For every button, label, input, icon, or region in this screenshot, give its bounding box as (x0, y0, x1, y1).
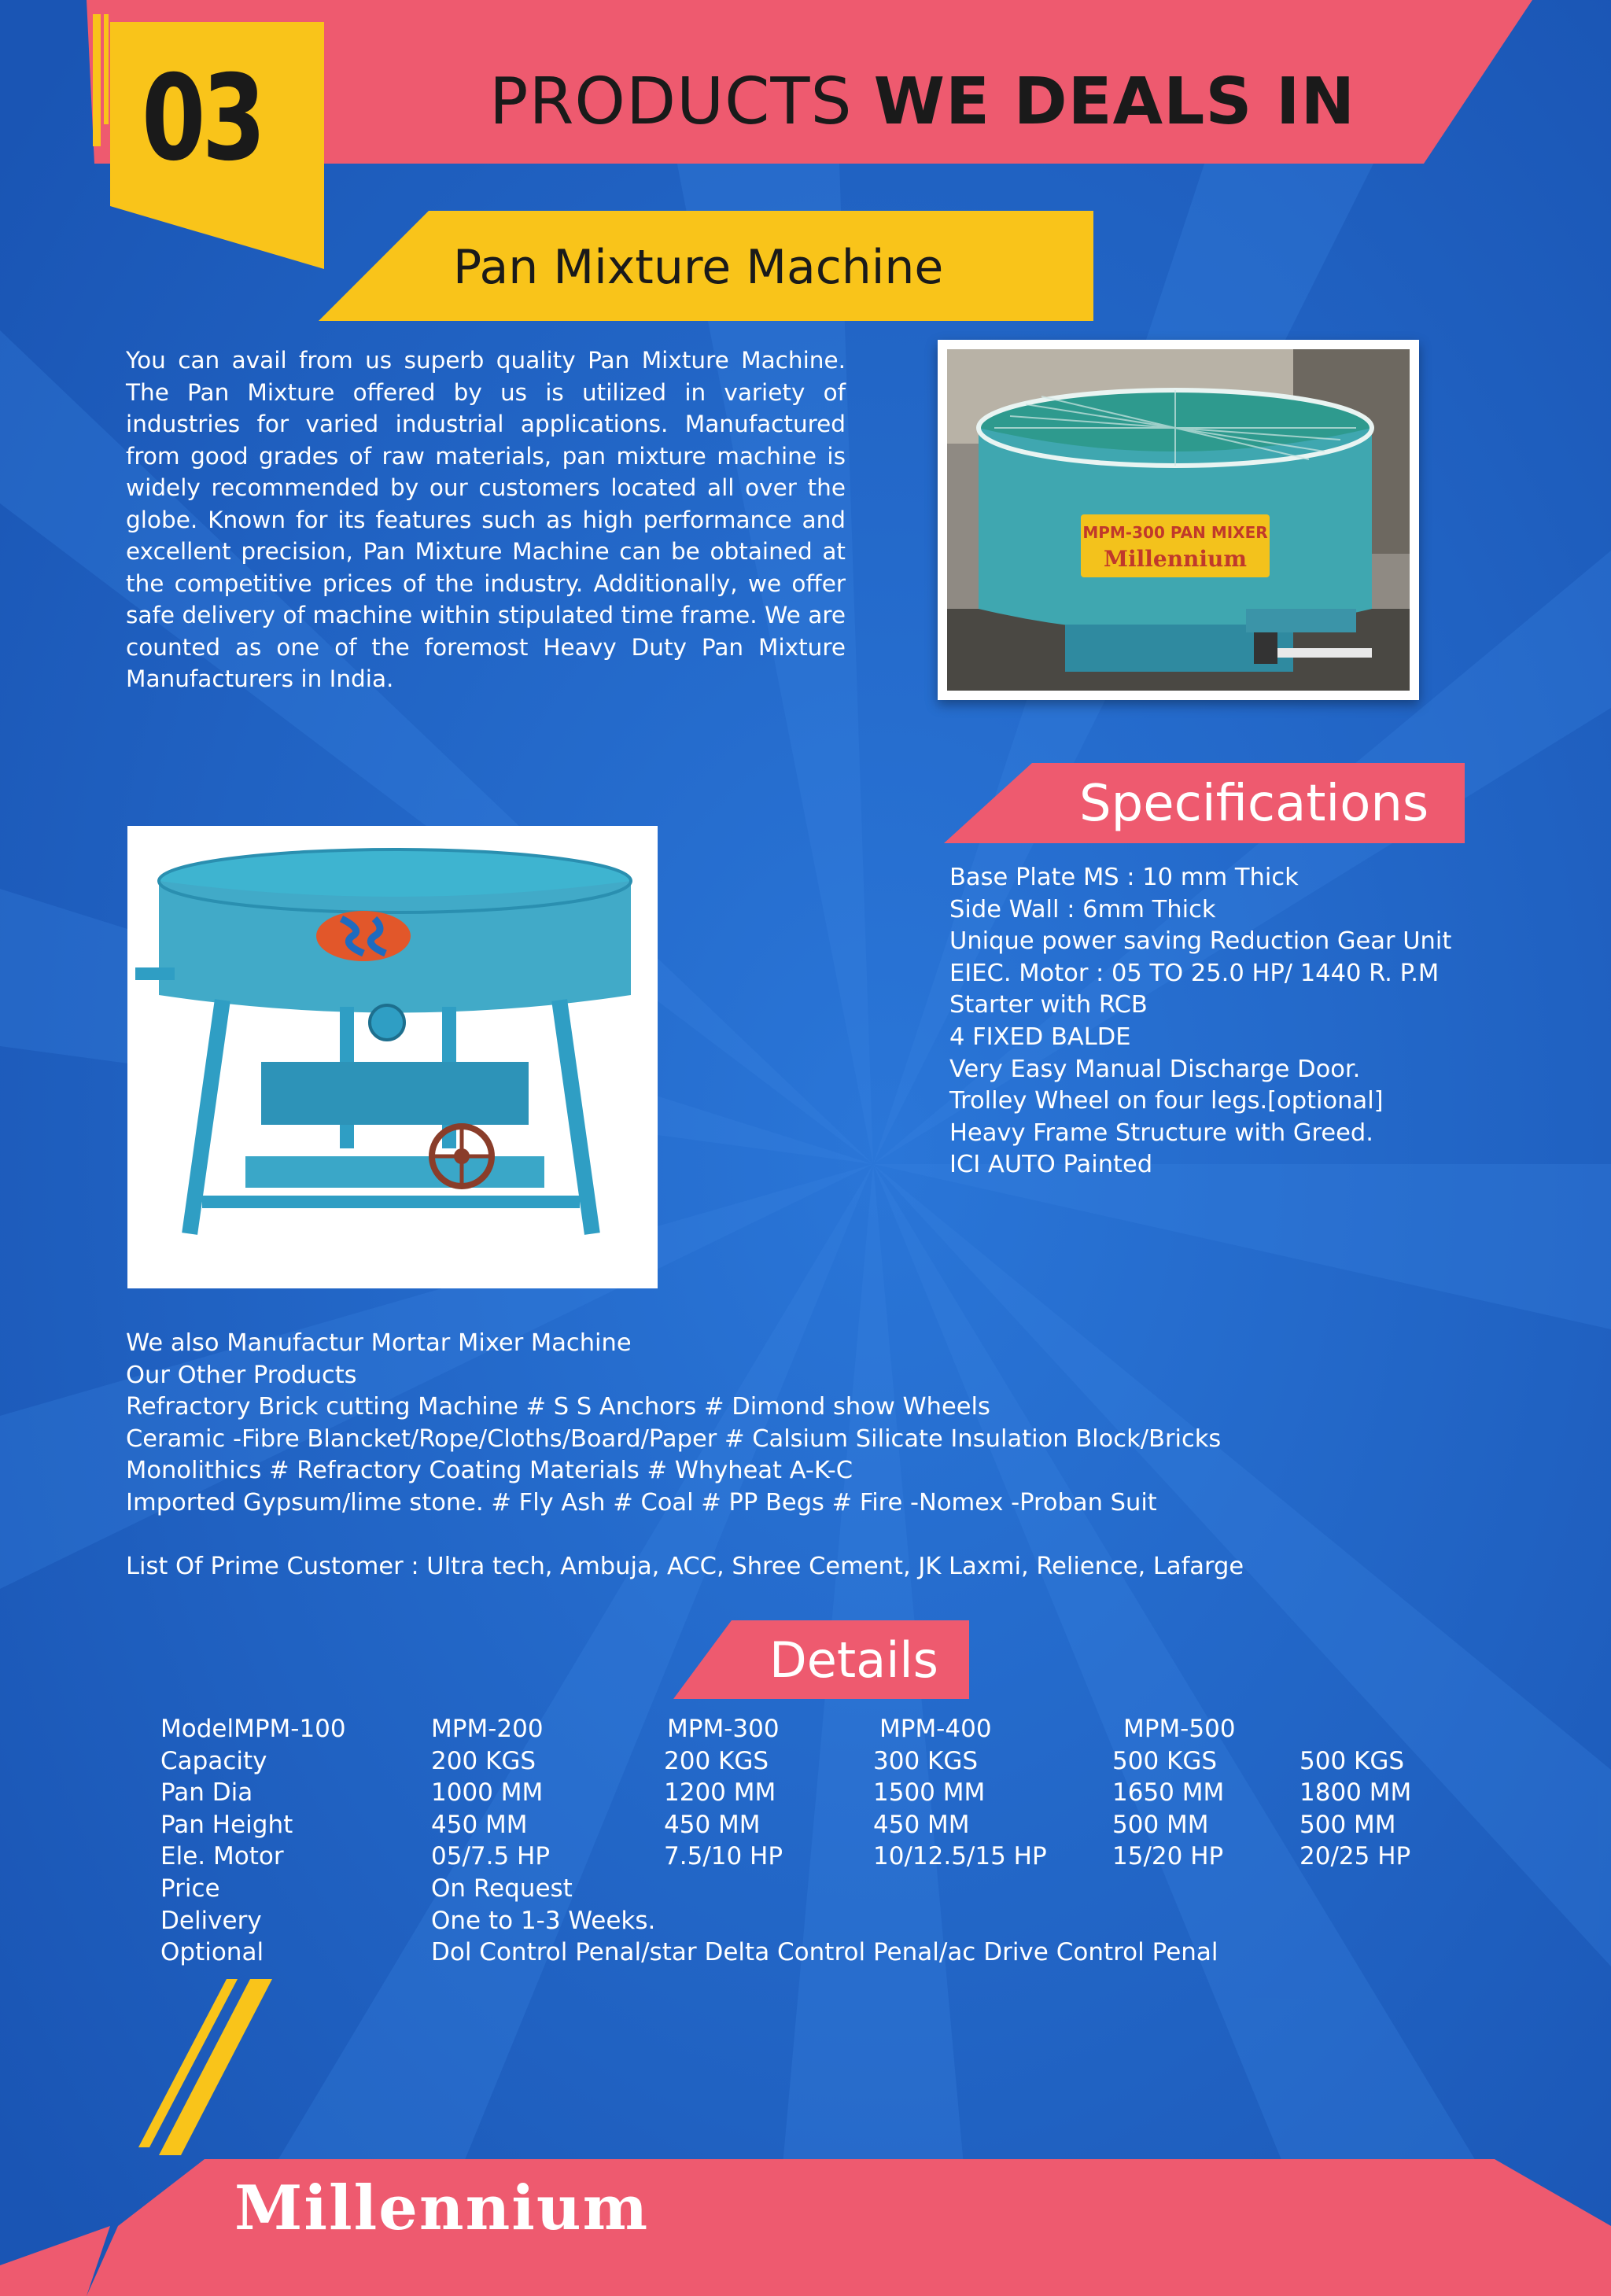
photo-label-model: MPM-300 PAN MIXER (1082, 523, 1268, 542)
page-title (489, 64, 1355, 140)
details-model-header: MPM-200 (431, 1715, 544, 1743)
details-delivery: One to 1-3 Weeks. (431, 1906, 656, 1935)
details-cell: 1500 MM (873, 1778, 986, 1808)
details-label: ModelMPM-100 (160, 1715, 346, 1743)
spec-item: Trolley Wheel on four legs.[optional] (949, 1087, 1384, 1115)
details-cell: 7.5/10 HP (664, 1842, 783, 1871)
footer-brand: Millennium (234, 2173, 650, 2244)
details-optional: Dol Control Penal/star Delta Control Penal/ac Drive Control Penal (431, 1938, 1218, 1967)
details-cell: 10/12.5/15 HP (873, 1842, 1047, 1871)
details-label: Capacity (160, 1746, 267, 1775)
details-model-header: MPM-300 (667, 1715, 780, 1743)
other-products-line: Ceramic -Fibre Blancket/Rope/Cloths/Board/Paper # Calsium Silicate Insulation Block/Bricks (126, 1424, 1222, 1453)
spec-item: Unique power saving Reduction Gear Unit (949, 927, 1452, 956)
details-cell: 05/7.5 HP (431, 1842, 551, 1871)
other-products (126, 1328, 1244, 1583)
spec-item: Heavy Frame Structure with Greed. (949, 1119, 1373, 1147)
spec-item: Base Plate MS : 10 mm Thick (949, 864, 1299, 891)
details-label: Ele. Motor (160, 1842, 284, 1871)
spec-item: Side Wall : 6mm Thick (949, 895, 1216, 923)
details-price: On Request (431, 1874, 573, 1903)
spec-item: 4 FIXED BALDE (949, 1023, 1131, 1051)
product-name: Pan Mixture Machine (453, 240, 944, 295)
spec-item: Very Easy Manual Discharge Door. (949, 1055, 1361, 1083)
specifications-heading: Specifications (1079, 775, 1429, 833)
details-label: Pan Dia (160, 1778, 253, 1808)
details-label: Pan Height (160, 1810, 293, 1839)
spec-item: EIEC. Motor : 05 TO 25.0 HP/ 1440 R. P.M (949, 959, 1440, 987)
details-label: Optional (160, 1938, 264, 1967)
details-heading: Details (769, 1631, 938, 1689)
details-cell: 300 KGS (873, 1746, 979, 1775)
details-cell: 1200 MM (664, 1778, 776, 1808)
details-cell: 20/25 HP (1299, 1842, 1411, 1871)
logo-emblem (316, 911, 411, 961)
details-cell: 450 MM (431, 1810, 528, 1839)
details-model-header: MPM-500 (1123, 1715, 1236, 1743)
details-column (1299, 1745, 1411, 1873)
details-column (873, 1745, 1047, 1873)
details-label: Price (160, 1874, 220, 1903)
details-cell: 500 MM (1299, 1810, 1396, 1839)
details-cell: 500 KGS (1299, 1746, 1405, 1775)
photo-label-brand: Millennium (1103, 546, 1248, 572)
details-cell: 450 MM (873, 1810, 970, 1839)
spec-item: ICI AUTO Painted (949, 1151, 1153, 1179)
details-model-header: MPM-400 (879, 1715, 992, 1743)
other-products-line: Our Other Products (126, 1361, 357, 1389)
other-products-line: Imported Gypsum/lime stone. # Fly Ash # Coal # PP Begs # Fire -Nomex -Proban Suit (126, 1488, 1157, 1517)
other-products-line: Refractory Brick cutting Machine # S S Anchors # Dimond show Wheels (126, 1393, 990, 1421)
details-cell: 500 KGS (1112, 1746, 1218, 1775)
details-column (664, 1745, 783, 1873)
details-cell: 200 KGS (664, 1746, 769, 1775)
details-label: Delivery (160, 1906, 262, 1935)
details-cell: 1000 MM (431, 1778, 544, 1808)
spec-item: Starter with RCB (949, 991, 1148, 1019)
details-cell: 200 KGS (431, 1746, 536, 1775)
details-cell: 15/20 HP (1112, 1842, 1224, 1871)
other-products-line: Monolithics # Refractory Coating Materials # Whyheat A-K-C (126, 1457, 853, 1485)
prime-customers: List Of Prime Customer : Ultra tech, Ambuja, ACC, Shree Cement, JK Laxmi, Relience, Lafarge (126, 1553, 1244, 1581)
details-cell: 1650 MM (1112, 1778, 1225, 1808)
section-number: 03 (142, 50, 263, 187)
page-title-bold: WE DEALS IN (873, 64, 1356, 139)
product-description: You can avail from us superb quality Pan Mixture Machine. The Pan Mixture offered by us is utilized in variety of industries for varied industrial applications. Manufactured from good grades of raw materials, pan mixture machine is widely recommended by our customers located all over the globe. Known for its features such as high performance and excellent precision, Pan Mixture Machine can be obtained at the competitive prices of the industry. Additionally, we offer safe delivery of machine within stipulated time frame. We are counted as one of the foremost Heavy Duty Pan Mixture Manufacturers in India. (126, 347, 846, 692)
details-column (1112, 1745, 1224, 1873)
details-cell: 450 MM (664, 1810, 761, 1839)
other-products-line: We also Manufactur Mortar Mixer Machine (126, 1329, 632, 1357)
page-title-light: PRODUCTS (489, 64, 874, 139)
details-cell: 1800 MM (1299, 1778, 1412, 1808)
details-cell: 500 MM (1112, 1810, 1209, 1839)
details-column (431, 1745, 550, 1873)
details-labels (160, 1713, 346, 1969)
product-photo-pan-mixer (938, 340, 1419, 700)
specifications-list (949, 862, 1451, 1181)
product-photo-pan-mixer-frame (127, 826, 658, 1288)
